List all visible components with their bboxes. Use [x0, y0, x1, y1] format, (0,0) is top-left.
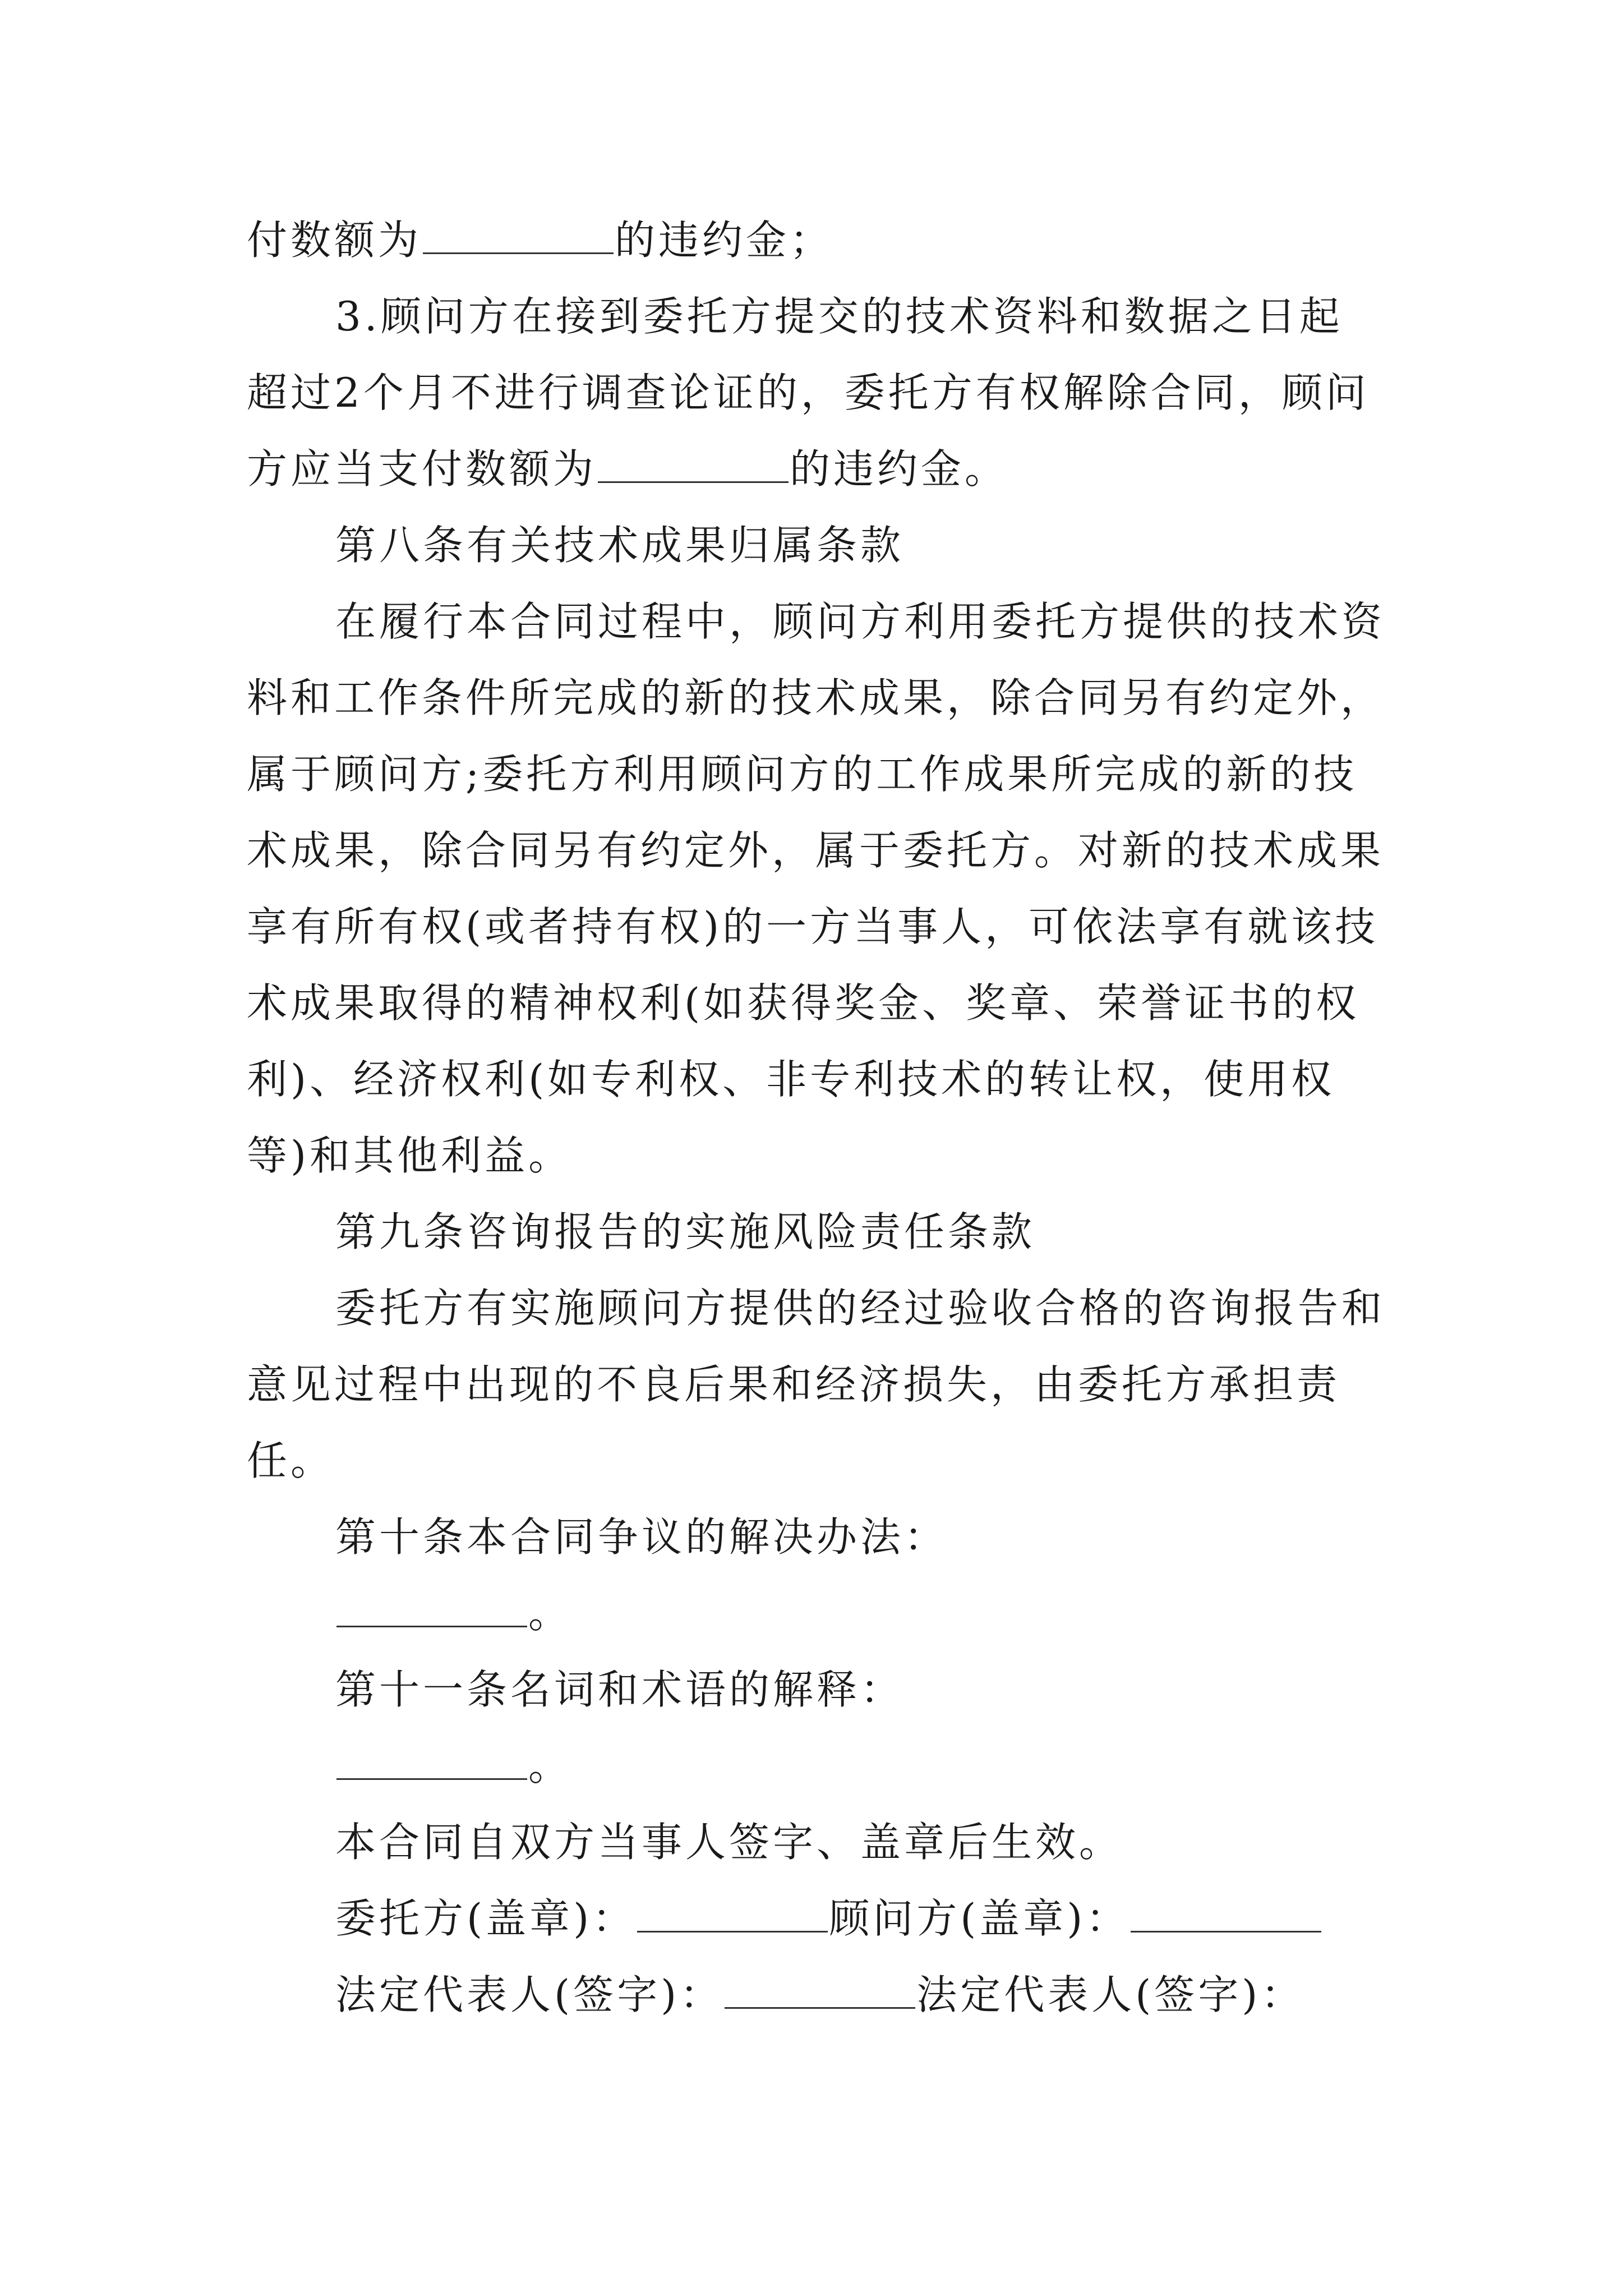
client-rep-label: 法定代表人(签字)： [335, 1971, 724, 2018]
answer-blank [336, 1625, 527, 1627]
consultant-rep-label: 法定代表人(签字)： [916, 1971, 1305, 2018]
client-seal-label: 委托方(盖章)： [335, 1895, 637, 1942]
effective-clause: 本合同自双方当事人签字、盖章后生效。 [335, 1819, 1123, 1866]
penalty-text-end: 的违约金； [615, 217, 834, 264]
seal-line [247, 1880, 1385, 1957]
signature-line [247, 1957, 1385, 2033]
article-9-title: 第九条咨询报告的实施风险责任条款 [335, 1208, 1036, 1255]
article-10-title: 第十条本合同争议的解决办法： [335, 1513, 948, 1561]
client-rep-blank [725, 2007, 915, 2009]
article-11-answer [247, 1728, 1385, 1804]
document-page [247, 202, 1385, 2033]
clause-3 [247, 278, 1385, 507]
article-11-period: 。 [528, 1742, 573, 1789]
consultant-seal-blank [1131, 1930, 1321, 1932]
article-10-answer [247, 1575, 1385, 1651]
clause-3-text: 3.顾问方在接到委托方提交的技术资料和数据之日起超过2个月不进行调查论证的，委托方有权解除合同，顾问方应当支付数额为 [247, 293, 1370, 493]
answer-blank [336, 1778, 527, 1780]
article-10-period: 。 [528, 1590, 573, 1637]
amount-blank [598, 481, 789, 483]
article-8-title: 第八条有关技术成果归属条款 [335, 522, 905, 569]
article-9-body: 委托方有实施顾问方提供的经过验收合格的咨询报告和意见过程中出现的不良后果和经济损失，由委托方承担责任。 [247, 1285, 1386, 1484]
consultant-seal-label: 顾问方(盖章)： [829, 1895, 1130, 1942]
article-11-title: 第十一条名词和术语的解释： [335, 1666, 905, 1713]
amount-blank [423, 252, 614, 254]
penalty-text-start: 付数额为 [247, 217, 422, 264]
article-8-body: 在履行本合同过程中，顾问方利用委托方提供的技术资料和工作条件所完成的新的技术成果，除合同另有约定外，属于顾问方;委托方利用顾问方的工作成果所完成的新的技术成果，除合同另有约定外，属于委托方。对新的技术成果享有所有权(或者持有权)的一方当事人，可依法享有就该技术成果取得的精神权利(如获得奖金、奖章、荣誉证书的权利)、经济权利(如专利权、非专利技术的转让权，使用权等)和其他利益。 [247, 598, 1386, 1179]
penalty-line-2 [247, 202, 1385, 278]
clause-3-end: 的违约金。 [790, 445, 1009, 493]
client-seal-blank [637, 1930, 828, 1932]
